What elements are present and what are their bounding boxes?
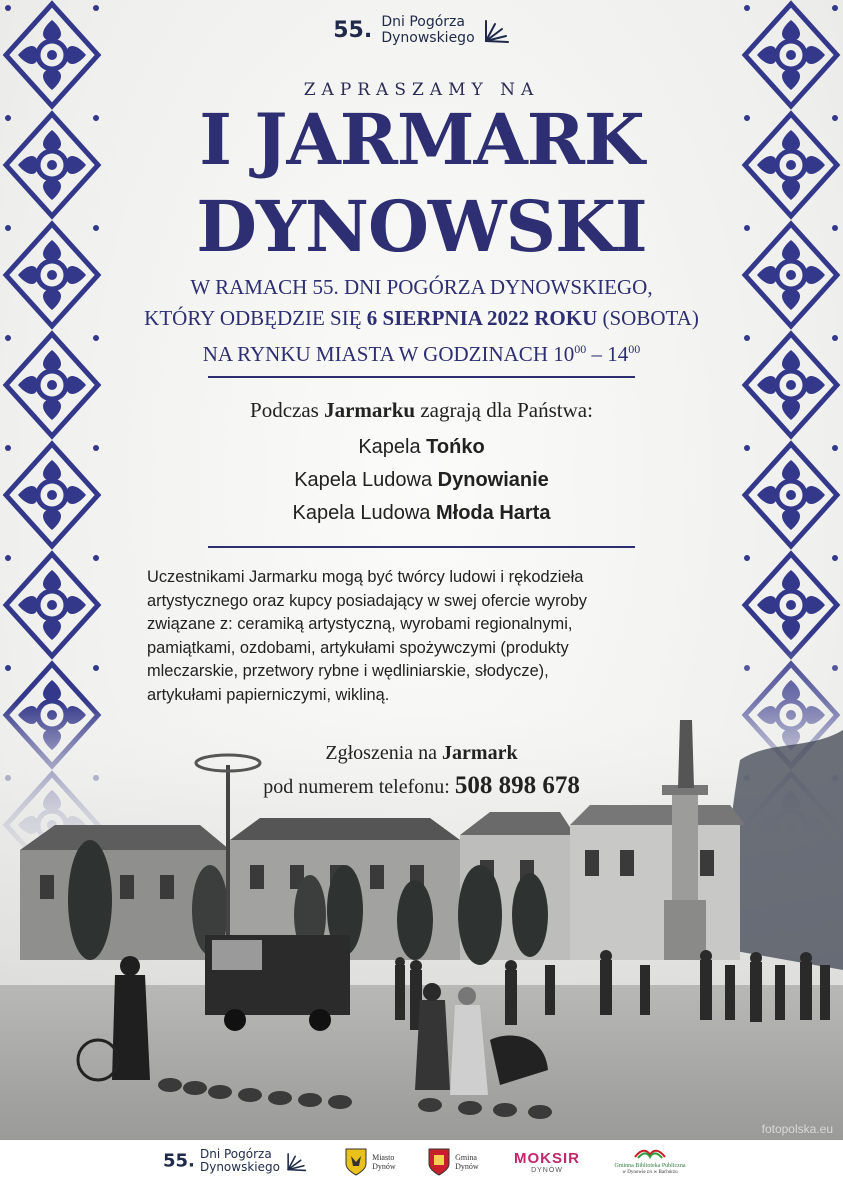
band-prefix: Kapela — [358, 436, 427, 458]
footer-gmina-logo — [428, 1148, 479, 1176]
title-line2: DYNOWSKI — [196, 185, 647, 268]
info-line2-post: (SOBOTA) — [597, 306, 699, 330]
description-line: mleczarskie, przetwory rybne i wędliniarskie, słodycze), — [147, 662, 549, 681]
miasto-line2: Dynów — [372, 1162, 396, 1171]
description-line: Uczestnikami Jarmarku mogą być twórcy ludowi i rękodzieła — [147, 568, 584, 586]
footer-festival-logo — [163, 1148, 307, 1174]
time-start-minutes: 00 — [574, 342, 587, 356]
registration-line1 — [0, 742, 843, 765]
footer-miasto-logo — [345, 1148, 396, 1176]
bands-intro-post: zagrają dla Państwa: — [415, 398, 593, 422]
phone-label: pod numerem telefonu: — [263, 776, 455, 798]
logo-line1: Dni Pogórza — [381, 14, 465, 30]
bands-intro-bold: Jarmarku — [324, 398, 416, 422]
photo-watermark: fotopolska.eu — [761, 1122, 833, 1136]
invite-heading: ZAPRASZAMY NA — [303, 80, 540, 100]
sponsor-footer — [0, 1140, 843, 1192]
info-line2 — [0, 303, 843, 334]
bands-intro-pre: Podczas — [250, 398, 325, 422]
divider-bottom — [208, 546, 635, 548]
town-crest-icon — [345, 1148, 367, 1176]
info-line3-pre: NA RYNKU MIASTA W GODZINACH 10 — [202, 342, 575, 366]
commune-crest-icon — [428, 1148, 450, 1176]
library-line2: w Dynowie z/s w Bachórzu — [622, 1170, 678, 1175]
logo-line2: Dynowskiego — [381, 30, 475, 46]
sunrays-icon — [482, 15, 510, 45]
miasto-line1: Miasto — [372, 1153, 395, 1162]
gmina-line1: Gmina — [455, 1153, 477, 1162]
gmina-line2: Dynów — [455, 1162, 479, 1171]
band-item — [0, 469, 843, 492]
band-item — [0, 436, 843, 459]
title-line1: I JARMARK — [199, 98, 644, 181]
historic-market-photo — [0, 700, 843, 1140]
registration-pre: Zgłoszenia na — [325, 742, 443, 764]
phone-number: 508 898 678 — [454, 772, 580, 799]
moksir-text: MOKSIR — [514, 1150, 580, 1167]
footer-moksir-logo — [514, 1150, 580, 1174]
description-line: artykułami papierniczymi, wikliną. — [147, 685, 390, 704]
miasto-text — [372, 1153, 396, 1171]
footer-logo-line1: Dni Pogórza — [199, 1147, 272, 1161]
band-prefix: Kapela Ludowa — [294, 469, 438, 491]
info-line2-pre: KTÓRY ODBĘDZIE SIĘ — [144, 306, 367, 330]
band-prefix: Kapela Ludowa — [292, 502, 436, 524]
description-line: artystycznego oraz kupcy posiadający w swej ofercie wyroby — [147, 591, 588, 610]
logo-number: 55. — [333, 17, 373, 43]
registration-bold: Jarmark — [442, 742, 518, 764]
band-name: Tońko — [426, 436, 485, 458]
event-date: 6 SIERPNIA 2022 ROKU — [366, 306, 598, 330]
moksir-sub: DYNÓW — [531, 1167, 563, 1174]
event-info — [0, 272, 843, 370]
footer-logo-line2: Dynowskiego — [199, 1160, 280, 1174]
band-name: Dynowianie — [437, 469, 549, 491]
registration-line2 — [0, 772, 843, 800]
info-line1: W RAMACH 55. DNI POGÓRZA DYNOWSKIEGO, — [190, 275, 653, 299]
divider-top — [208, 376, 635, 378]
footer-logo-text — [200, 1148, 280, 1174]
band-name: Młoda Harta — [435, 502, 551, 524]
footer-library-logo — [610, 1144, 690, 1176]
description-line: związane z: ceramiką artystyczną, wyrobami regionalnymi, — [147, 615, 573, 634]
sunrays-icon — [285, 1149, 307, 1173]
description-line: pamiątkami, ozdobami, artykułami spożywczymi (produkty — [147, 638, 569, 657]
logo-text — [381, 14, 474, 46]
time-end-minutes: 00 — [628, 342, 641, 356]
bands-intro — [0, 398, 843, 423]
info-line3-mid: – 14 — [586, 342, 629, 366]
footer-logo-number: 55. — [163, 1150, 195, 1172]
library-line1: Gminna Biblioteka Publiczna — [614, 1163, 686, 1169]
info-line3 — [0, 334, 843, 370]
festival-logo — [0, 14, 843, 46]
book-icon — [633, 1145, 667, 1159]
band-item — [0, 502, 843, 525]
gmina-text — [455, 1153, 479, 1171]
description — [147, 566, 707, 708]
